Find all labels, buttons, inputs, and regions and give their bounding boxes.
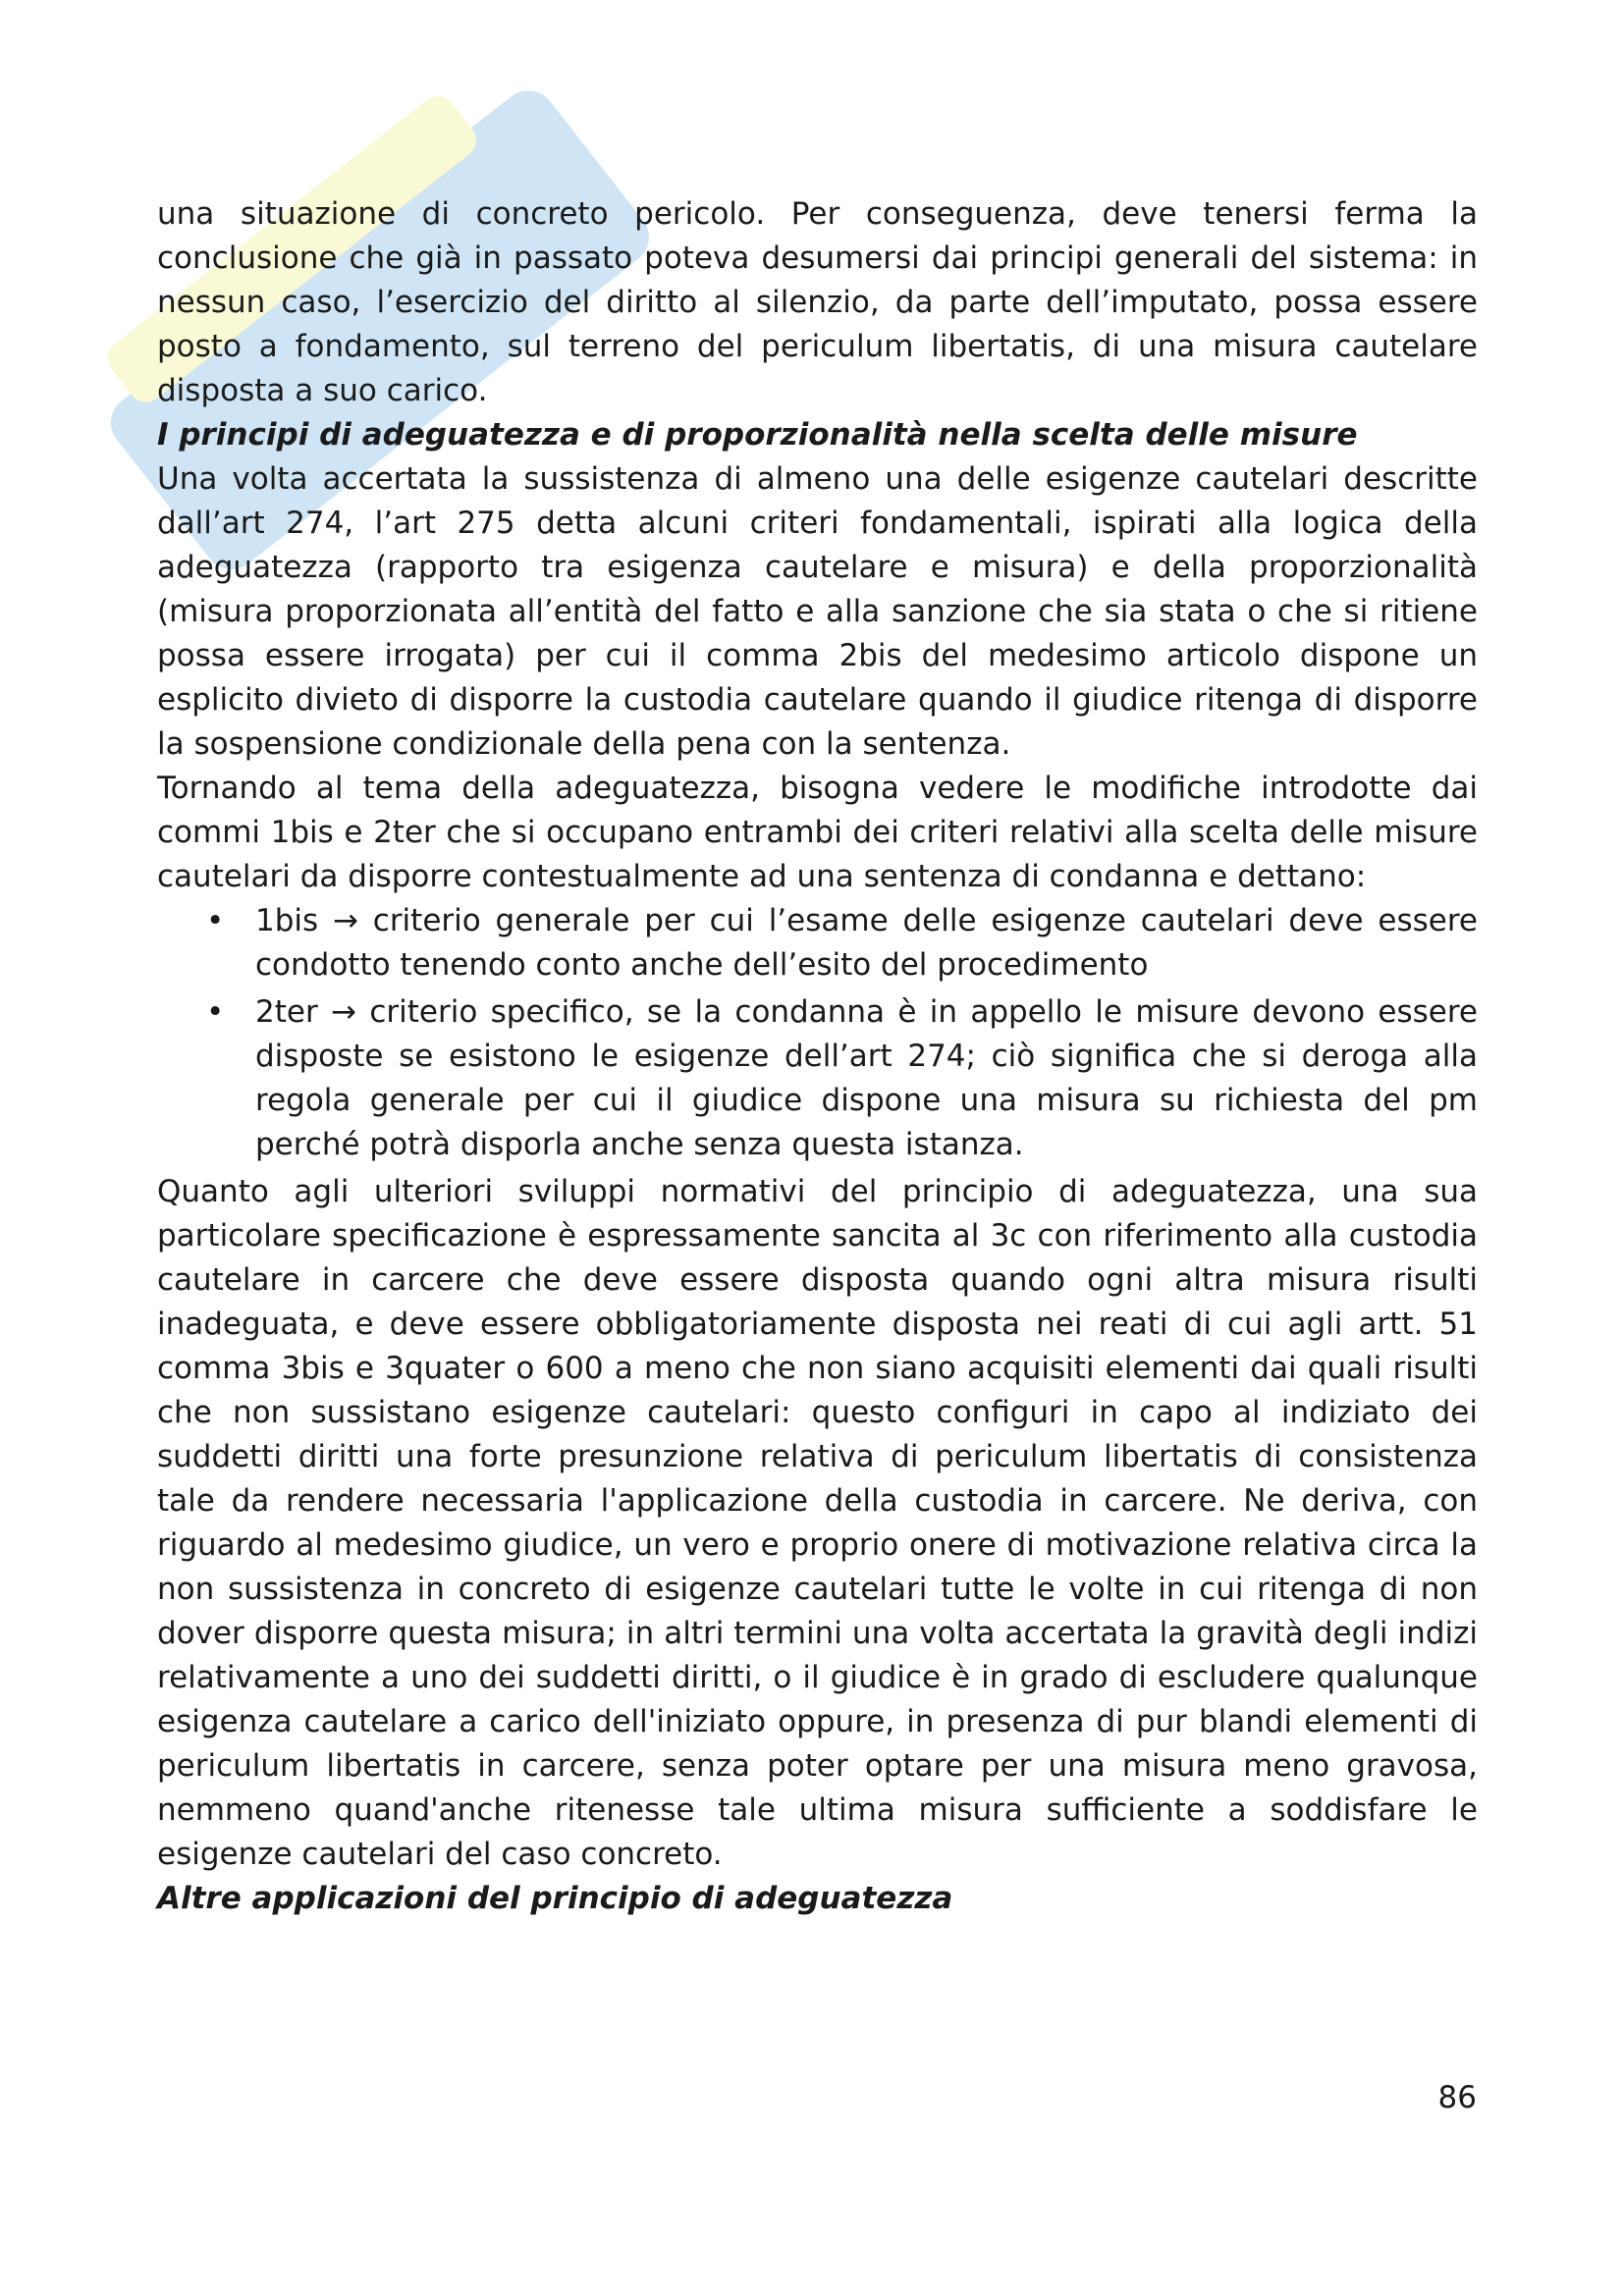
paragraph-sviluppi-normativi: Quanto agli ulteriori sviluppi normativi del principio di adeguatezza, una sua particolare specificazione è espressamente sancita al 3c con riferimento alla custodia cautelare in carcere che deve essere disposta quando ogni altra misura risulti inadeguata, e deve essere obbligatoriamente disposta nei reati di cui agli artt. 51 comma 3bis e 3quater o 600 a meno che non siano acquisiti elementi dai quali risulti che non sussistano esigenze cautelari: questo configuri in capo al indiziato dei suddetti diritti una forte presunzione relativa di periculum libertatis di consistenza tale da rendere necessaria l'applicazione della custodia in carcere. Ne deriva, con riguardo al medesimo giudice, un vero e proprio onere di motivazione relativa circa la non sussistenza in concreto di esigenze cautelari tutte le volte in cui ritenga di non dover disporre questa misura; in altri termini una volta accertata la gravità degli indizi relativamente a uno dei suddetti diritti, o il giudice è in grado di escludere qualunque esigenza cautelare a carico dell'iniziato oppure, in presenza di pur blandi elementi di periculum libertatis in carcere, senza poter optare per una misura meno gravosa, nemmeno quand'anche ritenesse tale ultima misura sufficiente a soddisfare le esigenze cautelari del caso concreto. <box>157 1174 1478 1872</box>
list-item-2ter <box>157 990 1478 1167</box>
bullet-icon: • <box>206 903 225 938</box>
criteria-bullet-list <box>157 899 1478 1167</box>
section-heading-altre-applicazioni: Altre applicazioni del principio di adeguatezza <box>157 1881 953 1916</box>
paragraph-adeguatezza-proporzionalita: Una volta accertata la sussistenza di almeno una delle esigenze cautelari descritte dall’art 274, l’art 275 detta alcuni criteri fondamentali, ispirati alla logica della adeguatezza (rapporto tra esigenza cautelare e misura) e della proporzionalità (misura proporzionata all’entità del fatto e alla sanzione che sia stata o che si ritiene possa essere irrogata) per cui il comma 2bis del medesimo articolo dispone un esplicito divieto di disporre la custodia cautelare quando il giudice ritenga di disporre la sospensione condizionale della pena con la sentenza. <box>157 461 1478 762</box>
list-item-1bis <box>157 899 1478 988</box>
document-page-body <box>157 192 1478 1921</box>
list-item-text: 2ter → criterio specifico, se la condanna è in appello le misure devono essere disposte se esistono le esigenze dell’art 274; ciò significa che si deroga alla regola generale per cui il giudice dispone una misura su richiesta del pm perché potrà disporla anche senza questa istanza. <box>255 994 1478 1162</box>
intro-paragraph: una situazione di concreto pericolo. Per conseguenza, deve tenersi ferma la conclusione che già in passato poteva desumersi dai principi generali del sistema: in nessun caso, l’esercizio del diritto al silenzio, da parte dell’imputato, possa essere posto a fondamento, sul terreno del periculum libertatis, di una misura cautelare disposta a suo carico. <box>157 196 1478 408</box>
bullet-icon: • <box>206 994 225 1030</box>
paragraph-commi-1bis-2ter: Tornando al tema della adeguatezza, bisogna vedere le modifiche introdotte dai commi 1bis e 2ter che si occupano entrambi dei criteri relativi alla scelta delle misure cautelari da disporre contestualmente ad una sentenza di condanna e dettano: <box>157 771 1478 894</box>
list-item-text: 1bis → criterio generale per cui l’esame delle esigenze cautelari deve essere condotto tenendo conto anche dell’esito del procedimento <box>255 903 1478 983</box>
section-heading-principi: I principi di adeguatezza e di proporzionalità nella scelta delle misure <box>157 417 1358 453</box>
page-number: 86 <box>1437 2080 1477 2115</box>
